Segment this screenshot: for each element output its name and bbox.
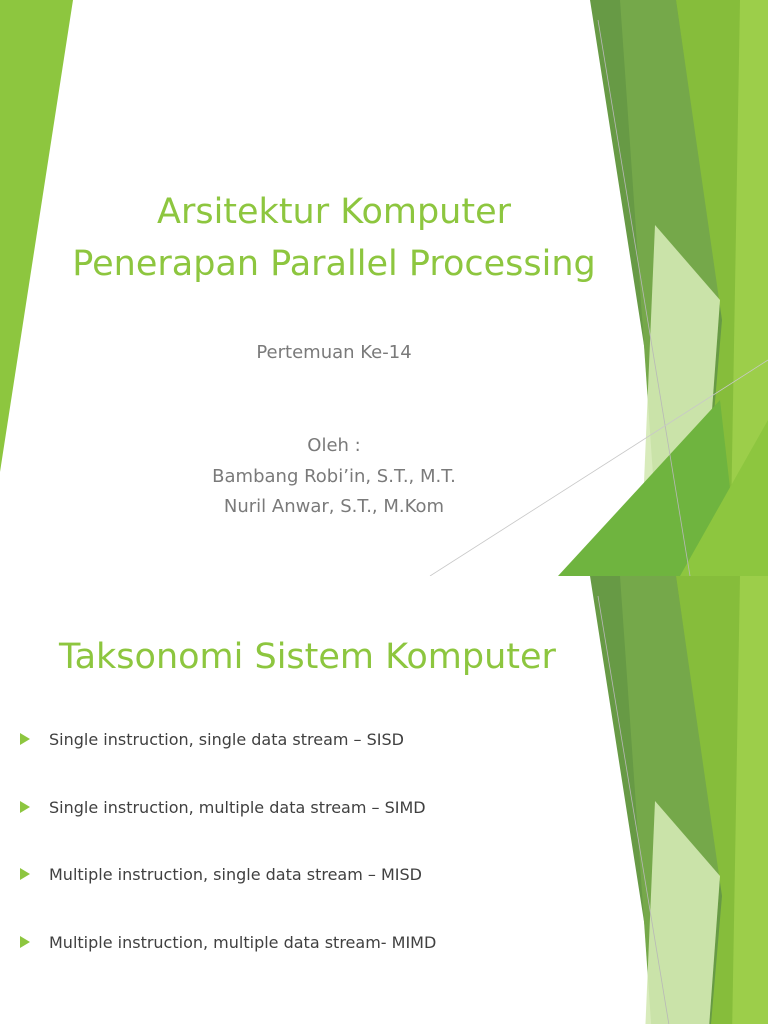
taxonomy-slide [0, 576, 768, 1024]
bullet-arrow-icon [20, 936, 30, 948]
bullet-arrow-icon [20, 801, 30, 813]
slide-title-line-2: Penerapan Parallel Processing [72, 244, 596, 284]
author-2: Nuril Anwar, S.T., M.Kom [223, 496, 445, 517]
slide-title-line-1: Arsitektur Komputer [157, 192, 511, 232]
list-item [20, 724, 540, 754]
slide-title: Taksonomi Sistem Komputer [59, 637, 556, 677]
list-item-text: Multiple instruction, single data stream – MISD [49, 864, 422, 884]
bullet-arrow-icon [20, 868, 30, 880]
list-item [20, 859, 540, 889]
list-item-text: Single instruction, multiple data stream – SIMD [49, 797, 426, 817]
bullet-arrow-icon [20, 733, 30, 745]
author-1: Bambang Robi’in, S.T., M.T. [212, 466, 456, 487]
list-item-text: Single instruction, single data stream – SISD [49, 729, 404, 749]
list-item-text: Multiple instruction, multiple data stream- MIMD [49, 932, 437, 952]
meeting-number: Pertemuan Ke-14 [256, 342, 412, 363]
by-label: Oleh : [307, 435, 361, 456]
list-item [20, 927, 540, 957]
list-item [20, 792, 540, 822]
